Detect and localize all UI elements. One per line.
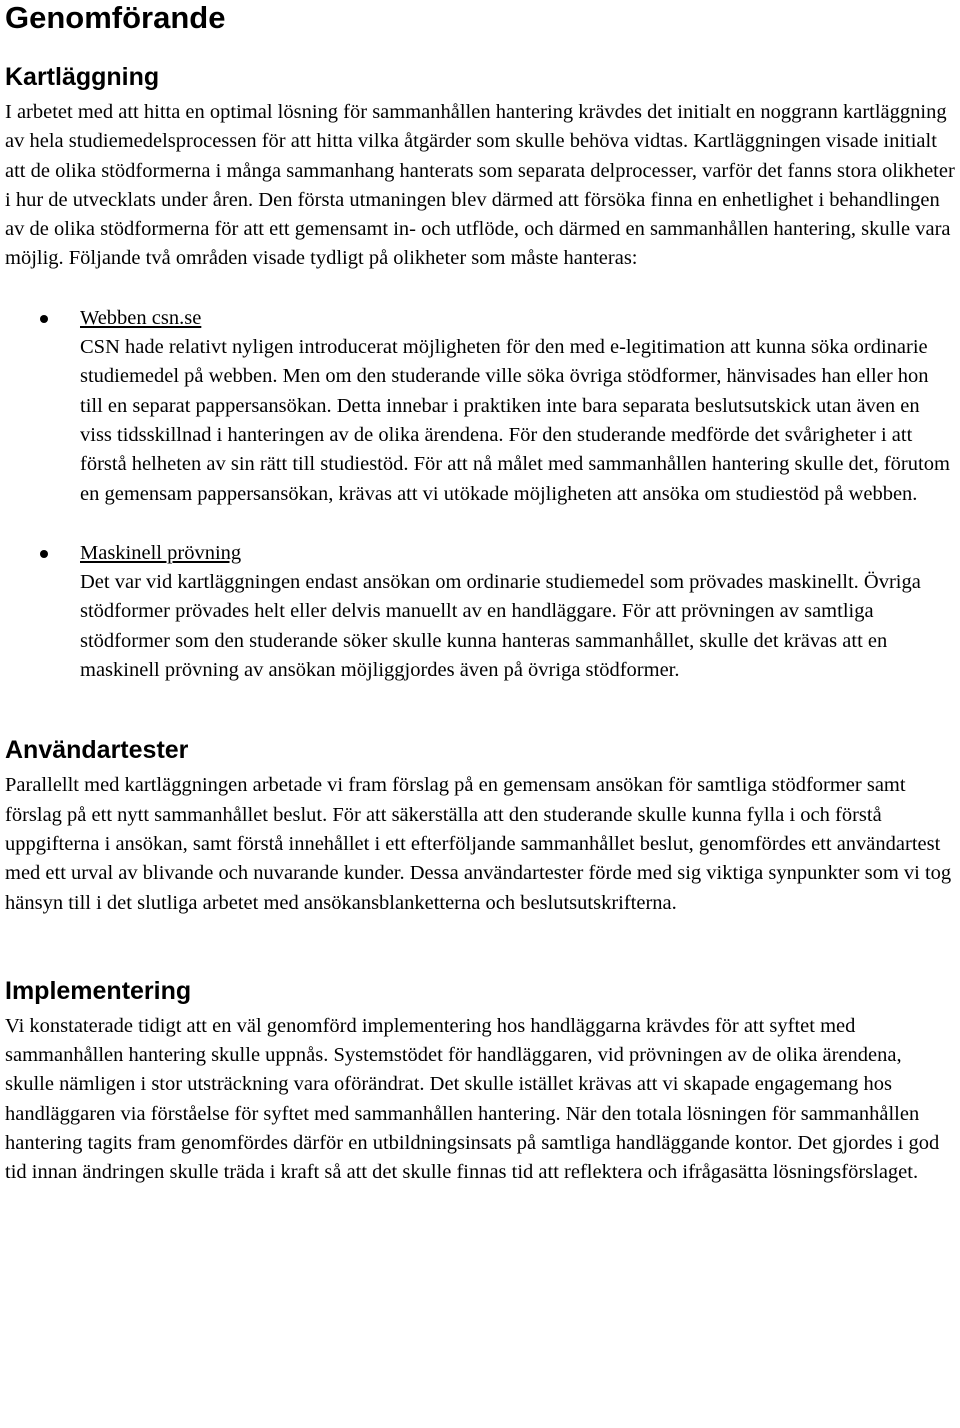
list-item-text: Det var vid kartläggningen endast ansökan om ordinarie studiemedel som prövades maskinellt. Övriga stödformer prövades helt eller delvis manuellt av en handläggare. För att prövningen av samtliga stödformer som den studerande söker skulle kunna hanteras sammanhållet, skulle det krävas att en maskinell prövning av ansökan möjliggjordes även på övriga stödformer. <box>80 571 921 682</box>
kartlaggning-intro: I arbetet med att hitta en optimal lösning för sammanhållen hantering krävdes det initialt en noggrann kartläggning av hela studiemedelsprocessen för att hitta vilka åtgärder som skulle behöva vidtas. Kartläggningen visade initialt att de olika stödformerna i många sammanhang hanterats som separata delprocesser, varför det fanns stora olikheter i hur de utvecklats under åren. Den första utmaningen blev därmed att försöka finna en enhetlighet i behandlingen av de olika stödformerna för att ett gemensamt in- och utflöde, och därmed en sammanhållen hantering, skulle vara möjlig. Följande två områden visade tydligt på olikheter som måste hanteras: <box>5 101 955 270</box>
list-item-webben <box>5 304 955 509</box>
list-item-title: Webben csn.se <box>80 306 202 329</box>
implementering-body: Vi konstaterade tidigt att en väl genomförd implementering hos handläggarna krävdes för att syftet med sammanhållen hantering skulle uppnås. Systemstödet för handläggaren, vid prövningen av de olika ärendena, skulle nämligen i stor utsträckning vara oförändrat. Det skulle istället krävas att vi skapade engagemang hos handläggaren via förståelse för syftet med sammanhållen hantering. När den totala lösningen för sammanhållen hantering tagits fram genomfördes därför en utbildningsinsats på samtliga handläggande kontor. Det gjordes i god tid innan ändringen skulle träda i kraft så att det skulle finnas tid att reflektera och ifrågasätta lösningsförslaget. <box>5 1014 940 1184</box>
bullet-icon <box>40 550 48 558</box>
anvandartester-body: Parallellt med kartläggningen arbetade vi fram förslag på en gemensam ansökan för samtliga stödformer samt förslag på ett nytt sammanhållet beslut. För att säkerställa att den studerande skulle kunna fylla i och förstå uppgifterna i ansökan, samt förstå innehållet i ett efterföljande sammanhållet beslut, genomfördes ett användartest med ett urval av blivande och nuvarande kunder. Dessa användartester förde med sig viktiga synpunkter som vi tog hänsyn till i det slutliga arbetet med ansökansblanketterna och beslutsutskrifterna. <box>5 774 952 914</box>
section-heading-kartlaggning: Kartläggning <box>5 63 160 91</box>
section-heading-anvandartester: Användartester <box>5 736 189 765</box>
list-item-text: CSN hade relativt nyligen introducerat möjligheten för den med e-legitimation att kunna söka ordinarie studiemedel på webben. Men om den studerande ville söka övriga stödformer, hänvisades han eller hon till en separat pappersansökan. Detta innebar i praktiken inte bara separata beslutsutskick utan även en viss tidsskillnad i hanteringen av de olika ärendena. För den studerande medförde det svårigheter i att förstå helheten av sin rätt till studiestöd. För att nå målet med sammanhållen hantering skulle det, förutom en gemensam pappersansökan, krävas att vi utökade möjligheten att ansöka om studiestöd på webben. <box>80 336 950 505</box>
kartlaggning-list <box>5 304 955 686</box>
page-title: Genomförande <box>5 0 226 35</box>
list-item-title: Maskinell prövning <box>80 541 242 564</box>
list-item-maskinell <box>5 539 955 685</box>
bullet-icon <box>40 315 48 323</box>
document-page <box>5 0 955 1188</box>
section-heading-implementering: Implementering <box>5 976 192 1005</box>
